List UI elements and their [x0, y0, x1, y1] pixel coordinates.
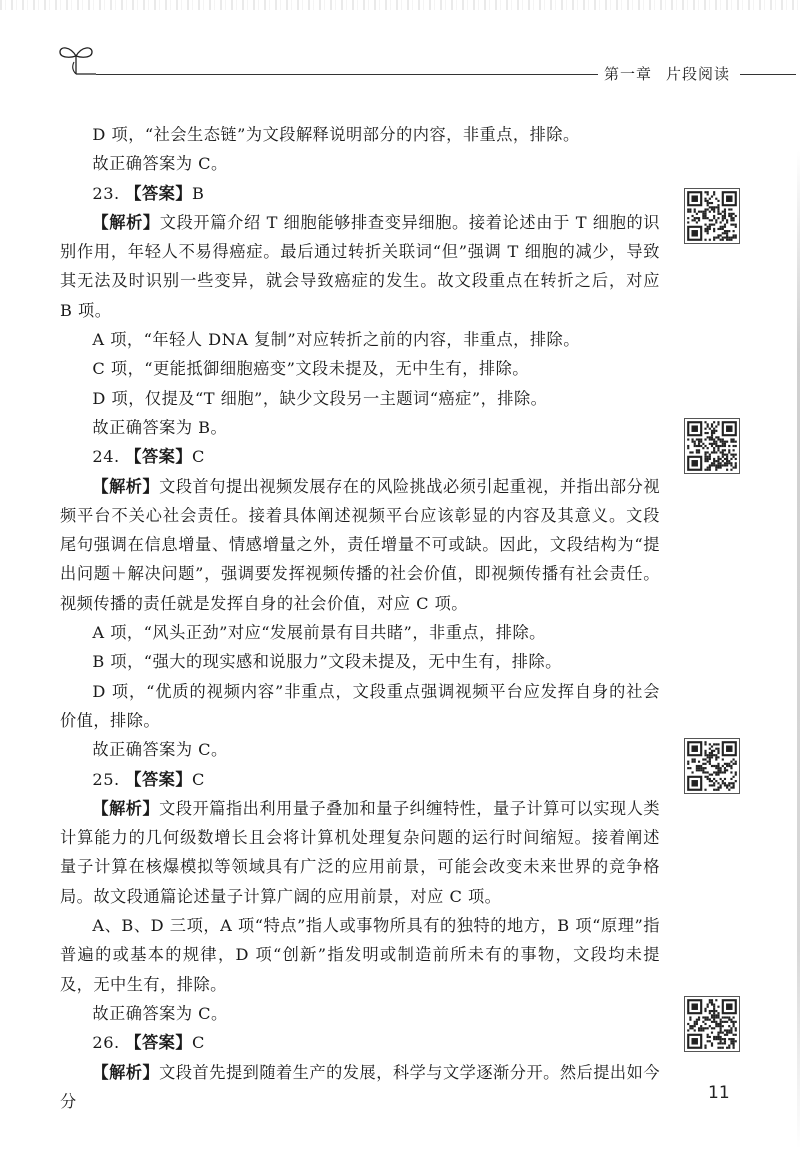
paragraph: A 项，“风头正劲”对应“发展前景有目共睹”，非重点，排除。	[92, 623, 546, 643]
chapter-number: 第一章	[604, 65, 653, 83]
header-rule-left	[96, 74, 598, 75]
qr-code-icon[interactable]	[684, 996, 740, 1052]
qr-code-icon[interactable]	[684, 188, 740, 244]
paragraph: 故正确答案为 C。	[92, 154, 228, 174]
paragraph: D 项，“社会生态链”为文段解释说明部分的内容，非重点，排除。	[92, 125, 580, 144]
analysis-paragraph: 【解析】文段首句提出视频发展存在的风险挑战必须引起重视，并指出部分视频平台不关心社会责任。接着具体阐述视频平台应该彰显的内容及其意义。文段尾句强调在信息增量、情感增量之外，责任增量不可或缺。因此，文段结构为“提出问题＋解决问题”，强调要发挥视频传播的社会价值，即视频传播有社会责任。视频传播的责任就是发挥自身的社会价值，对应 C 项。	[60, 476, 661, 613]
paragraph: 故正确答案为 C。	[92, 1003, 228, 1023]
paragraph: C 项，“更能抵御细胞癌变”文段未提及，无中生有，排除。	[92, 359, 529, 379]
answer-heading: 26. 【答案】C	[92, 1033, 205, 1053]
paragraph: A 项，“年轻人 DNA 复制”对应转折之前的内容，非重点，排除。	[92, 330, 580, 350]
running-header	[0, 28, 800, 88]
chapter-title	[604, 63, 730, 84]
page-number: 11	[708, 1083, 730, 1103]
paragraph: D 项，仅提及“T 细胞”，缺少文段另一主题词“癌症”，排除。	[92, 388, 548, 408]
answer-heading: 25. 【答案】C	[92, 769, 205, 789]
answer-explanations	[60, 120, 660, 1116]
answer-heading: 23. 【答案】B	[92, 183, 205, 203]
qr-code-icon[interactable]	[684, 418, 740, 474]
analysis-paragraph: 【解析】文段开篇指出利用量子叠加和量子纠缠特性，量子计算可以实现人类计算能力的几何级数增长且会将计算机处理复杂问题的运行时间缩短。接着阐述量子计算在核爆模拟等领域具有广泛的应用前景，可能会改变未来世界的竞争格局。故文段通篇论述量子计算广阔的应用前景，对应 C 项。	[60, 798, 661, 906]
analysis-paragraph: 【解析】文段首先提到随着生产的发展，科学与文学逐渐分开。然后提出如今分	[60, 1062, 661, 1111]
answer-heading: 24. 【答案】C	[92, 447, 205, 467]
paragraph: D 项，“优质的视频内容”非重点，文段重点强调视频平台应发挥自身的社会价值，排除。	[60, 681, 660, 730]
paragraph: B 项，“强大的现实感和说服力”文段未提及，无中生有，排除。	[92, 652, 562, 672]
paragraph: 故正确答案为 C。	[92, 740, 228, 760]
analysis-paragraph: 【解析】文段开篇介绍 T 细胞能够排查变异细胞。接着论述由于 T 细胞的识别作用，年轻人不易得癌症。最后通过转折关联词“但”强调 T 细胞的减少，导致其无法及时识别一些变异，就会导致癌症的发生。故文段重点在转折之后，对应 B 项。	[60, 212, 660, 320]
scan-edge-noise	[0, 0, 800, 10]
paragraph: A、B、D 三项，A 项“特点”指人或事物所具有的独特的地方，B 项“原理”指普遍的或基本的规律，D 项“创新”指发明或制造前所未有的事物，文段均未提及，无中生有，排除。	[60, 916, 660, 994]
sprout-icon	[56, 40, 96, 76]
section-title: 片段阅读	[666, 65, 731, 83]
header-rule-right	[740, 74, 796, 75]
paragraph: 故正确答案为 B。	[92, 417, 228, 437]
qr-code-icon[interactable]	[684, 738, 740, 794]
